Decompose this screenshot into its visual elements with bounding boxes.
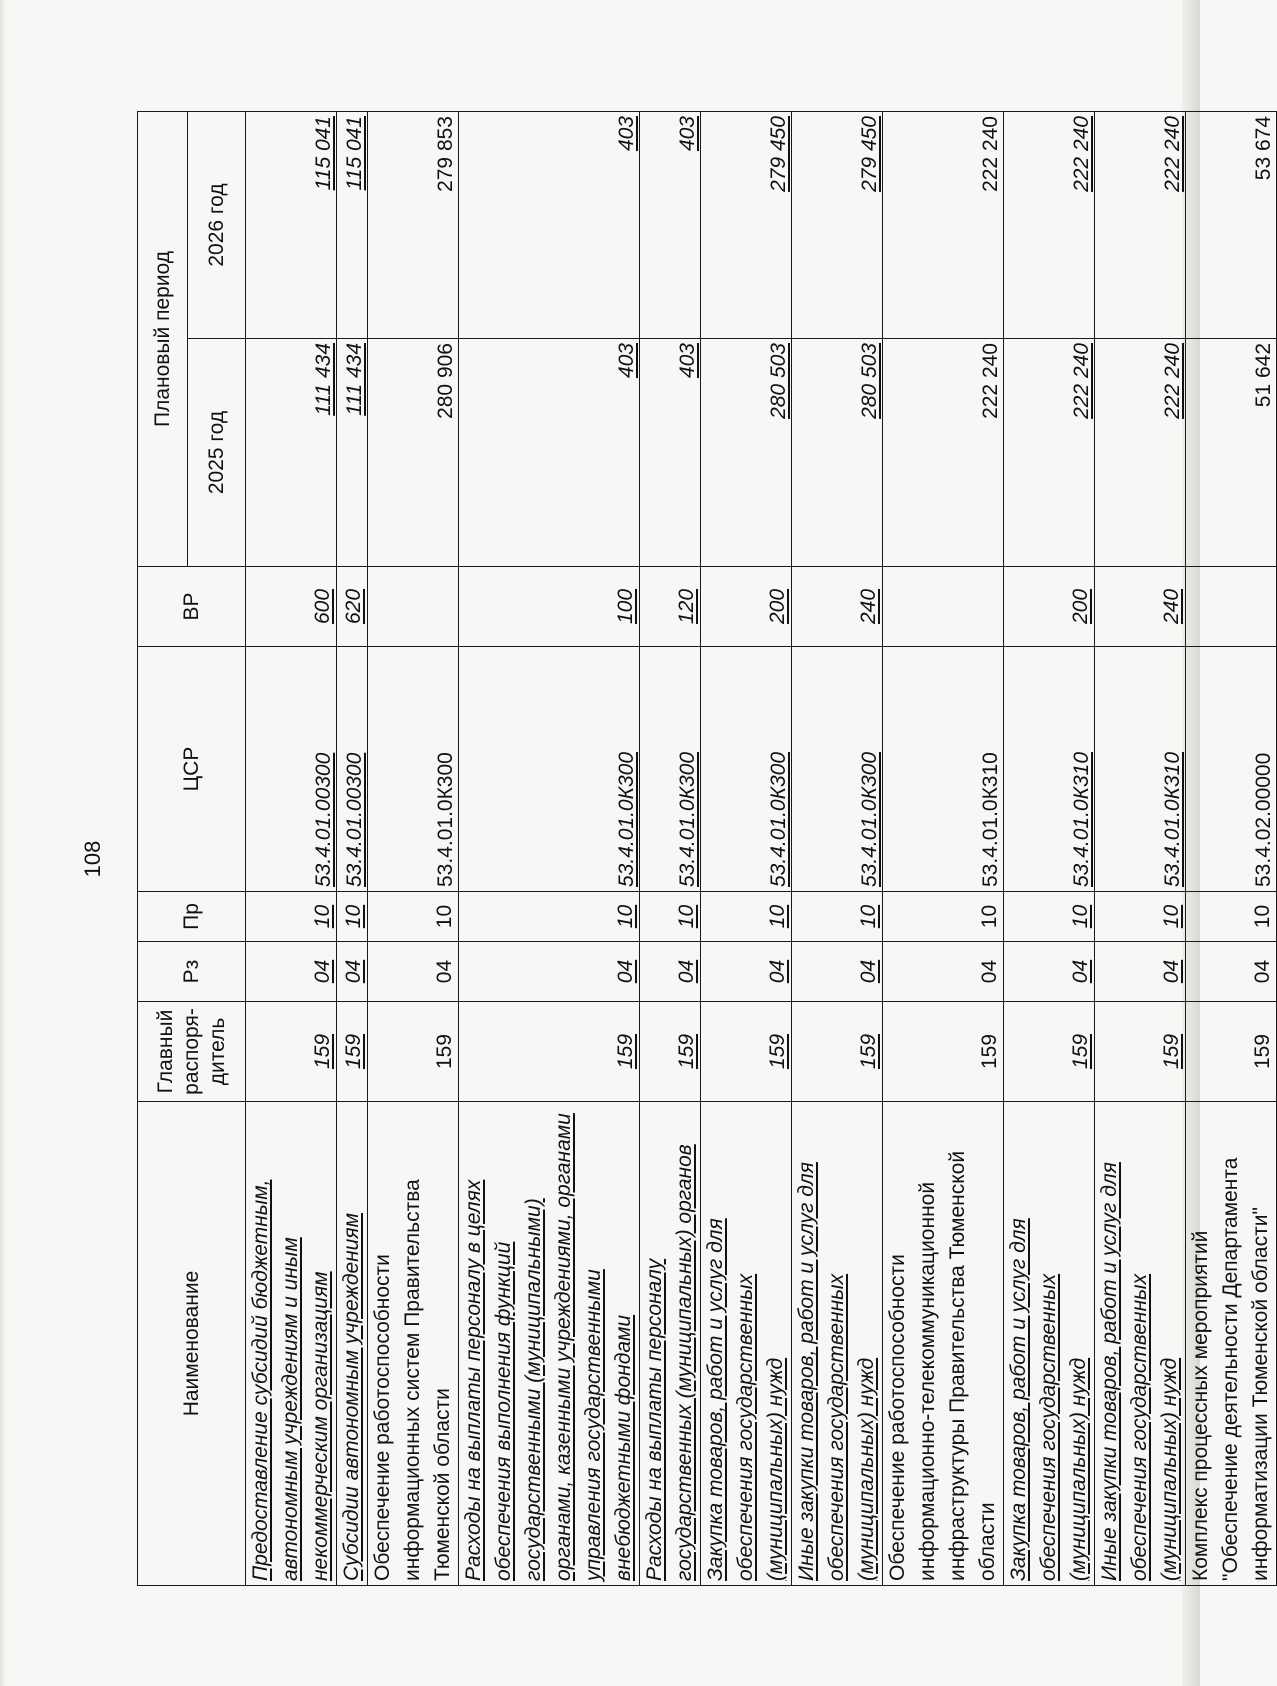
row-csr: 53.4.01.0К310 [883, 647, 1004, 892]
header-planning-period: Плановый период [138, 112, 188, 567]
row-2026: 53 674 [1186, 112, 1277, 339]
row-csr: 53.4.01.0К300 [640, 647, 701, 892]
row-manager: 159 [337, 1002, 368, 1102]
row-manager: 159 [883, 1002, 1004, 1102]
budget-table [137, 111, 1277, 1586]
row-2026: 222 240 [1004, 112, 1095, 339]
row-manager: 159 [1095, 1002, 1186, 1102]
table-row [1004, 112, 1095, 1586]
row-2025: 51 642 [1186, 339, 1277, 567]
row-vr: 100 [459, 567, 640, 647]
row-name: Иные закупки товаров, работ и услуг для обеспечения государственных (муниципальных) нужд [1095, 1102, 1186, 1586]
table-row [459, 112, 640, 1586]
row-csr: 53.4.01.00300 [246, 647, 337, 892]
row-vr: 600 [246, 567, 337, 647]
row-2025: 111 434 [246, 339, 337, 567]
header-row-1 [138, 112, 188, 1586]
table-row [883, 112, 1004, 1586]
row-rz: 04 [368, 942, 459, 1002]
row-name: Обеспечение работоспособности информационно-телекоммуникационной инфраструктуры Правительства Тюменской области [883, 1102, 1004, 1586]
header-year-2025: 2025 год [188, 339, 246, 567]
row-2025: 222 240 [1004, 339, 1095, 567]
row-rz: 04 [792, 942, 883, 1002]
row-pr: 10 [883, 892, 1004, 942]
header-manager [138, 1002, 246, 1102]
row-vr [368, 567, 459, 647]
row-rz: 04 [883, 942, 1004, 1002]
table-row [337, 112, 368, 1586]
row-name: Иные закупки товаров, работ и услуг для обеспечения государственных (муниципальных) нужд [792, 1102, 883, 1586]
row-vr: 200 [701, 567, 792, 647]
header-manager-line3: дитель [205, 1017, 229, 1086]
table-row [1095, 112, 1186, 1586]
row-name: Предоставление субсидий бюджетным, автономным учреждениям и иным некоммерческим организациям [246, 1102, 337, 1586]
row-name: Расходы на выплаты персоналу в целях обеспечения выполнения функций государственными (муниципальными) органами, казенными учреждениями, органами управления государственными внебюджетными фондами [459, 1102, 640, 1586]
row-rz: 04 [246, 942, 337, 1002]
row-pr: 10 [368, 892, 459, 942]
row-2025: 403 [459, 339, 640, 567]
row-vr: 240 [1095, 567, 1186, 647]
row-name: Комплекс процессных мероприятий "Обеспечение деятельности Департамента информатизации Тюменской области" [1186, 1102, 1277, 1586]
row-pr: 10 [792, 892, 883, 942]
header-rz: Рз [138, 942, 246, 1002]
row-2025: 111 434 [337, 339, 368, 567]
row-2026: 115 041 [246, 112, 337, 339]
row-2025: 280 503 [792, 339, 883, 567]
header-vr: ВР [138, 567, 246, 647]
row-manager: 159 [640, 1002, 701, 1102]
row-2026: 279 853 [368, 112, 459, 339]
row-name: Расходы на выплаты персоналу государственных (муниципальных) органов [640, 1102, 701, 1586]
row-2026: 222 240 [1095, 112, 1186, 339]
row-name: Субсидии автономным учреждениям [337, 1102, 368, 1586]
row-rz: 04 [640, 942, 701, 1002]
row-manager: 159 [459, 1002, 640, 1102]
row-manager: 159 [368, 1002, 459, 1102]
row-pr: 10 [337, 892, 368, 942]
row-vr: 120 [640, 567, 701, 647]
row-2025: 280 503 [701, 339, 792, 567]
row-pr: 10 [701, 892, 792, 942]
table-row [640, 112, 701, 1586]
row-pr: 10 [640, 892, 701, 942]
table-row [368, 112, 459, 1586]
table-row [701, 112, 792, 1586]
row-2026: 115 041 [337, 112, 368, 339]
row-manager: 159 [1186, 1002, 1277, 1102]
row-csr: 53.4.01.0К300 [368, 647, 459, 892]
row-vr: 240 [792, 567, 883, 647]
row-rz: 04 [1186, 942, 1277, 1002]
row-csr: 53.4.01.0К310 [1095, 647, 1186, 892]
row-pr: 10 [1095, 892, 1186, 942]
row-rz: 04 [337, 942, 368, 1002]
row-rz: 04 [459, 942, 640, 1002]
row-pr: 10 [459, 892, 640, 942]
row-manager: 159 [1004, 1002, 1095, 1102]
header-manager-line1: Главный [153, 1009, 177, 1094]
table-row [246, 112, 337, 1586]
row-2025: 222 240 [883, 339, 1004, 567]
row-csr: 53.4.01.0К300 [459, 647, 640, 892]
row-pr: 10 [1186, 892, 1277, 942]
row-name: Обеспечение работоспособности информационных систем Правительства Тюменской области [368, 1102, 459, 1586]
row-csr: 53.4.02.00000 [1186, 647, 1277, 892]
row-name: Закупка товаров, работ и услуг для обеспечения государственных (муниципальных) нужд [1004, 1102, 1095, 1586]
scan-edge-left [0, 0, 6, 1686]
table-body [246, 112, 1277, 1586]
row-2026: 279 450 [701, 112, 792, 339]
header-csr: ЦСР [138, 647, 246, 892]
row-2025: 222 240 [1095, 339, 1186, 567]
row-manager: 159 [246, 1002, 337, 1102]
row-csr: 53.4.01.0К300 [701, 647, 792, 892]
header-manager-line2: распоря- [179, 1008, 203, 1095]
row-manager: 159 [701, 1002, 792, 1102]
row-vr [1186, 567, 1277, 647]
header-year-2026: 2026 год [188, 112, 246, 339]
row-2025: 403 [640, 339, 701, 567]
header-name: Наименование [138, 1102, 246, 1586]
row-rz: 04 [701, 942, 792, 1002]
page-number: 108 [80, 840, 105, 878]
row-pr: 10 [1004, 892, 1095, 942]
row-2026: 403 [640, 112, 701, 339]
row-csr: 53.4.01.00300 [337, 647, 368, 892]
row-pr: 10 [246, 892, 337, 942]
budget-table-rotated [137, 112, 1275, 1586]
row-2026: 403 [459, 112, 640, 339]
row-vr [883, 567, 1004, 647]
row-2026: 222 240 [883, 112, 1004, 339]
row-csr: 53.4.01.0К300 [792, 647, 883, 892]
row-rz: 04 [1095, 942, 1186, 1002]
header-pr: Пр [138, 892, 246, 942]
row-name: Закупка товаров, работ и услуг для обеспечения государственных (муниципальных) нужд [701, 1102, 792, 1586]
row-vr: 620 [337, 567, 368, 647]
table-row [792, 112, 883, 1586]
row-manager: 159 [792, 1002, 883, 1102]
table-row [1186, 112, 1277, 1586]
row-csr: 53.4.01.0К310 [1004, 647, 1095, 892]
row-vr: 200 [1004, 567, 1095, 647]
row-rz: 04 [1004, 942, 1095, 1002]
row-2025: 280 906 [368, 339, 459, 567]
row-2026: 279 450 [792, 112, 883, 339]
